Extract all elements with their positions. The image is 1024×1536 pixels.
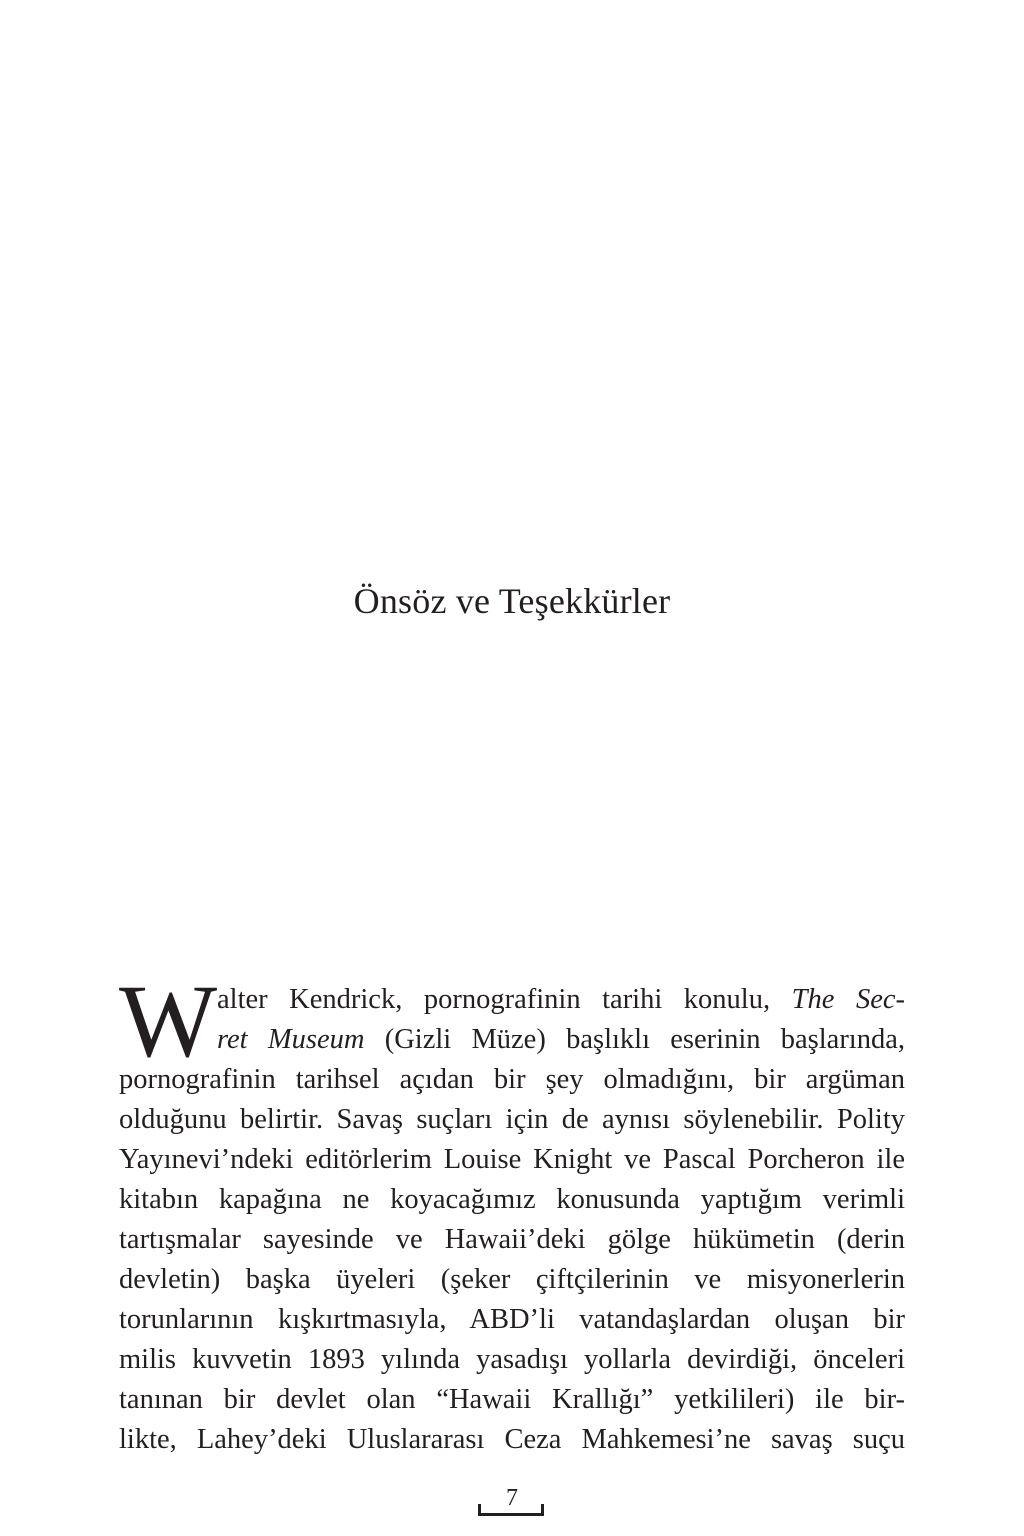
text-line: tartışmalar sayesinde ve Hawaii’deki gölge hükümetin (derin	[119, 1224, 905, 1255]
text-span: (Gizli Müze) başlıklı eserinin başlarında,	[364, 1024, 905, 1055]
text-span: alter Kendrick, pornografinin tarihi konulu,	[217, 984, 792, 1015]
text-line: likte, Lahey’deki Uluslararası Ceza Mahkemesi’ne savaş suçu	[119, 1424, 905, 1455]
body-paragraph	[119, 964, 905, 1460]
text-line: kitabın kapağına ne koyacağımız konusunda yaptığım verimli	[119, 1184, 905, 1215]
page-number-rule	[478, 1513, 544, 1516]
chapter-title: Önsöz ve Teşekkürler	[353, 581, 671, 622]
text-line: milis kuvvetin 1893 yılında yasadışı yollarla devirdiği, önceleri	[119, 1344, 905, 1375]
drop-cap: W	[119, 964, 218, 1079]
text-line: olduğunu belirtir. Savaş suçları için de aynısı söylenebilir. Polity	[119, 1104, 905, 1135]
text-line	[119, 1020, 905, 1060]
text-line: torunlarının kışkırtmasıyla, ABD’li vatandaşlardan oluşan bir	[119, 1304, 905, 1335]
text-line	[119, 980, 905, 1020]
text-line: tanınan bir devlet olan “Hawaii Krallığı” yetkilileri) ile bir-	[119, 1384, 905, 1415]
text-line: Yayınevi’ndeki editörlerim Louise Knight ve Pascal Porcheron ile	[119, 1144, 905, 1175]
page-number: 7	[506, 1485, 518, 1511]
book-title-italic: ret Museum	[217, 1024, 365, 1055]
book-title-italic: The Sec-	[791, 984, 905, 1015]
text-line: devletin) başka üyeleri (şeker çiftçilerinin ve misyonerlerin	[119, 1264, 905, 1295]
text-line: pornografinin tarihsel açıdan bir şey olmadığını, bir argüman	[119, 1064, 905, 1095]
